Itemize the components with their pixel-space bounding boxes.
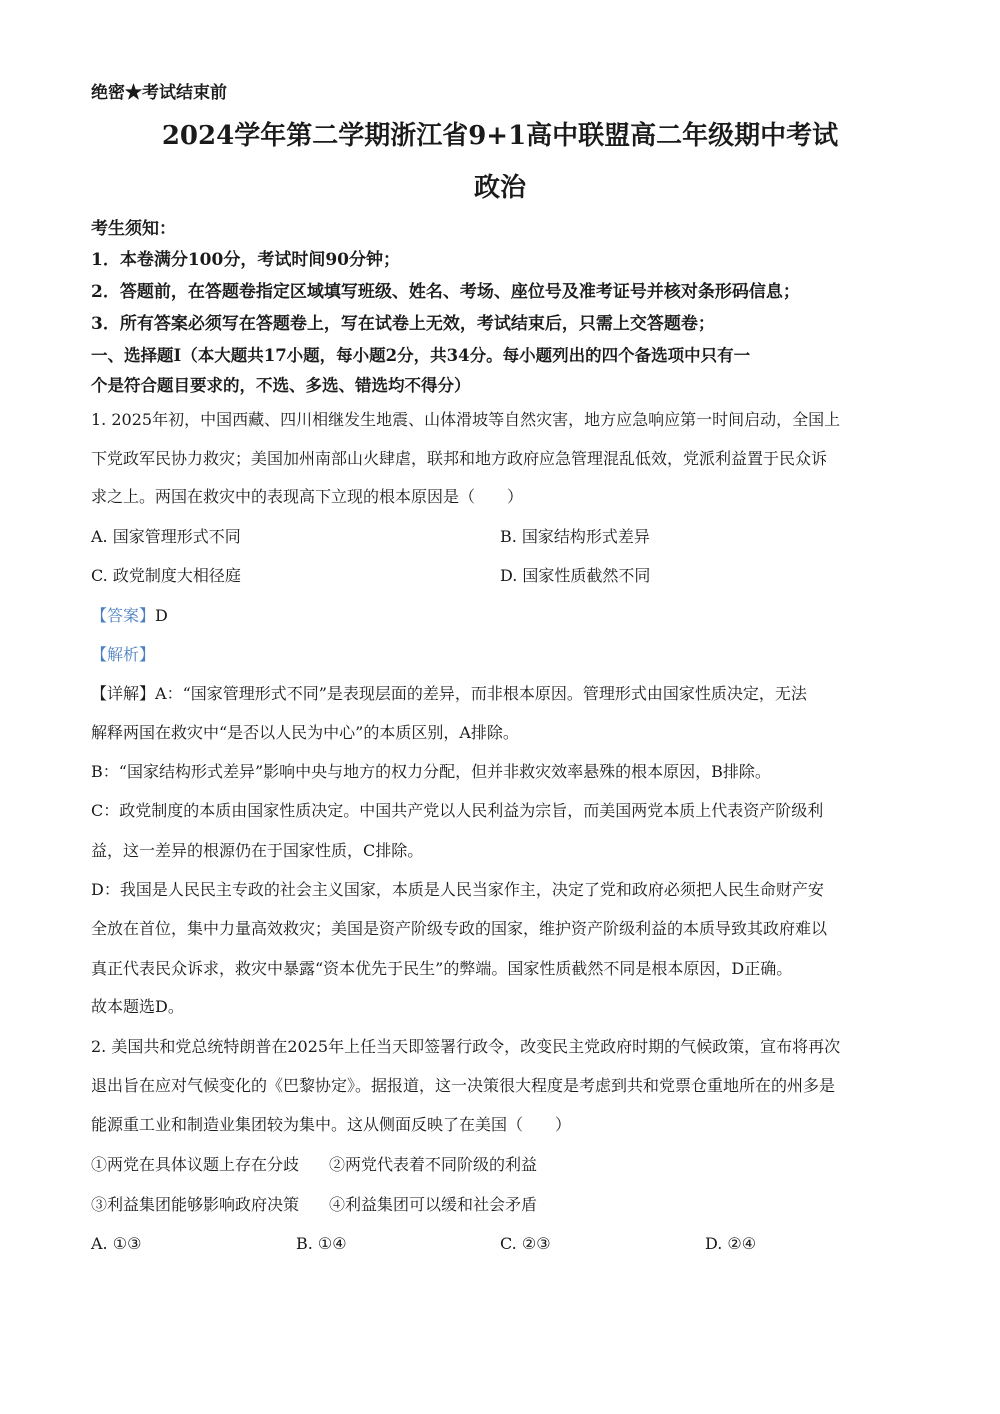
notice-item: 3．所有答案必须写在答题卷上，写在试卷上无效，考试结束后，只需上交答题卷；: [91, 314, 715, 334]
q1-answer: [91, 606, 168, 626]
q1-option-a: A. 国家管理形式不同: [91, 527, 241, 546]
q2-option-a: A. ①③: [91, 1234, 142, 1253]
notice-heading: 考生须知：: [91, 219, 176, 239]
q1-detail: 解释两国在救灾中“是否以人民为中心”的本质区别，A排除。: [91, 723, 519, 742]
q1-option-b: B. 国家结构形式差异: [500, 527, 650, 546]
q2-stem: 2. 美国共和党总统特朗普在2025年上任当天即签署行政令，改变民主党政府时期的气候政策，宣布将再次: [91, 1037, 841, 1056]
q1-stem: 求之上。两国在救灾中的表现高下立现的根本原因是（ ）: [91, 487, 524, 506]
q1-detail: C：政党制度的本质由国家性质决定。中国共产党以人民利益为宗旨，而美国两党本质上代表资产阶级利: [91, 801, 824, 820]
q1-option-d: D. 国家性质截然不同: [500, 566, 651, 585]
q2-stem: 退出旨在应对气候变化的《巴黎协定》。据报道，这一决策很大程度是考虑到共和党票仓重地所在的州多是: [91, 1076, 836, 1095]
q2-statement-4: ④利益集团可以缓和社会矛盾: [329, 1195, 538, 1214]
q1-stem: 下党政军民协力救灾；美国加州南部山火肆虐，联邦和地方政府应急管理混乱低效，党派利益置于民众诉: [91, 449, 828, 468]
q1-option-c: C. 政党制度大相径庭: [91, 566, 241, 585]
answer-tag: 【答案】: [91, 606, 156, 625]
subject-title: 政治: [473, 173, 526, 203]
q1-stem: 1. 2025年初，中国西藏、四川相继发生地震、山体滑坡等自然灾害，地方应急响应第一时间启动，全国上: [91, 410, 841, 429]
q1-detail: 真正代表民众诉求，救灾中暴露“资本优先于民生”的弊端。国家性质截然不同是根本原因，D正确。: [91, 959, 793, 978]
section-heading: 个是符合题目要求的，不选、多选、错选均不得分）: [91, 376, 471, 395]
q1-conclusion: 故本题选D。: [91, 997, 184, 1016]
q1-detail: D：我国是人民民主专政的社会主义国家，本质是人民当家作主，决定了党和政府必须把人民生命财产安: [91, 880, 824, 899]
notice-item: 2．答题前，在答题卷指定区域填写班级、姓名、考场、座位号及准考证号并核对条形码信息；: [91, 282, 800, 302]
q1-detail: B：“国家结构形式差异”影响中央与地方的权力分配，但并非救灾效率悬殊的根本原因，B排除。: [91, 762, 771, 781]
detail-text: A：“国家管理形式不同”是表现层面的差异，而非根本原因。管理形式由国家性质决定，无法: [155, 684, 807, 703]
q1-detail: [91, 684, 807, 704]
detail-tag: 【详解】: [91, 684, 156, 703]
answer-value: D: [155, 606, 168, 625]
confidential-label: 绝密★考试结束前: [91, 83, 227, 103]
section-heading: 一、选择题Ⅰ（本大题共17小题，每小题2分，共34分。每小题列出的四个备选项中只有一: [91, 346, 751, 365]
q2-option-b: B. ①④: [296, 1234, 347, 1253]
q2-stem: 能源重工业和制造业集团较为集中。这从侧面反映了在美国（ ）: [91, 1115, 572, 1134]
q2-statement-2: ②两党代表着不同阶级的利益: [329, 1155, 538, 1174]
q1-detail: 益，这一差异的根源仍在于国家性质，C排除。: [91, 841, 424, 860]
exam-title: 2024学年第二学期浙江省9+1高中联盟高二年级期中考试: [161, 121, 839, 151]
analysis-tag: 【解析】: [91, 645, 156, 664]
notice-item: 1．本卷满分100分，考试时间90分钟；: [91, 250, 400, 270]
q2-statement-3: ③利益集团能够影响政府决策: [91, 1195, 300, 1214]
q2-statement-1: ①两党在具体议题上存在分歧: [91, 1155, 300, 1174]
q1-detail: 全放在首位，集中力量高效救灾；美国是资产阶级专政的国家，维护资产阶级利益的本质导致其政府难以: [91, 919, 828, 938]
q2-option-d: D. ②④: [705, 1234, 757, 1253]
q2-option-c: C. ②③: [500, 1234, 551, 1253]
